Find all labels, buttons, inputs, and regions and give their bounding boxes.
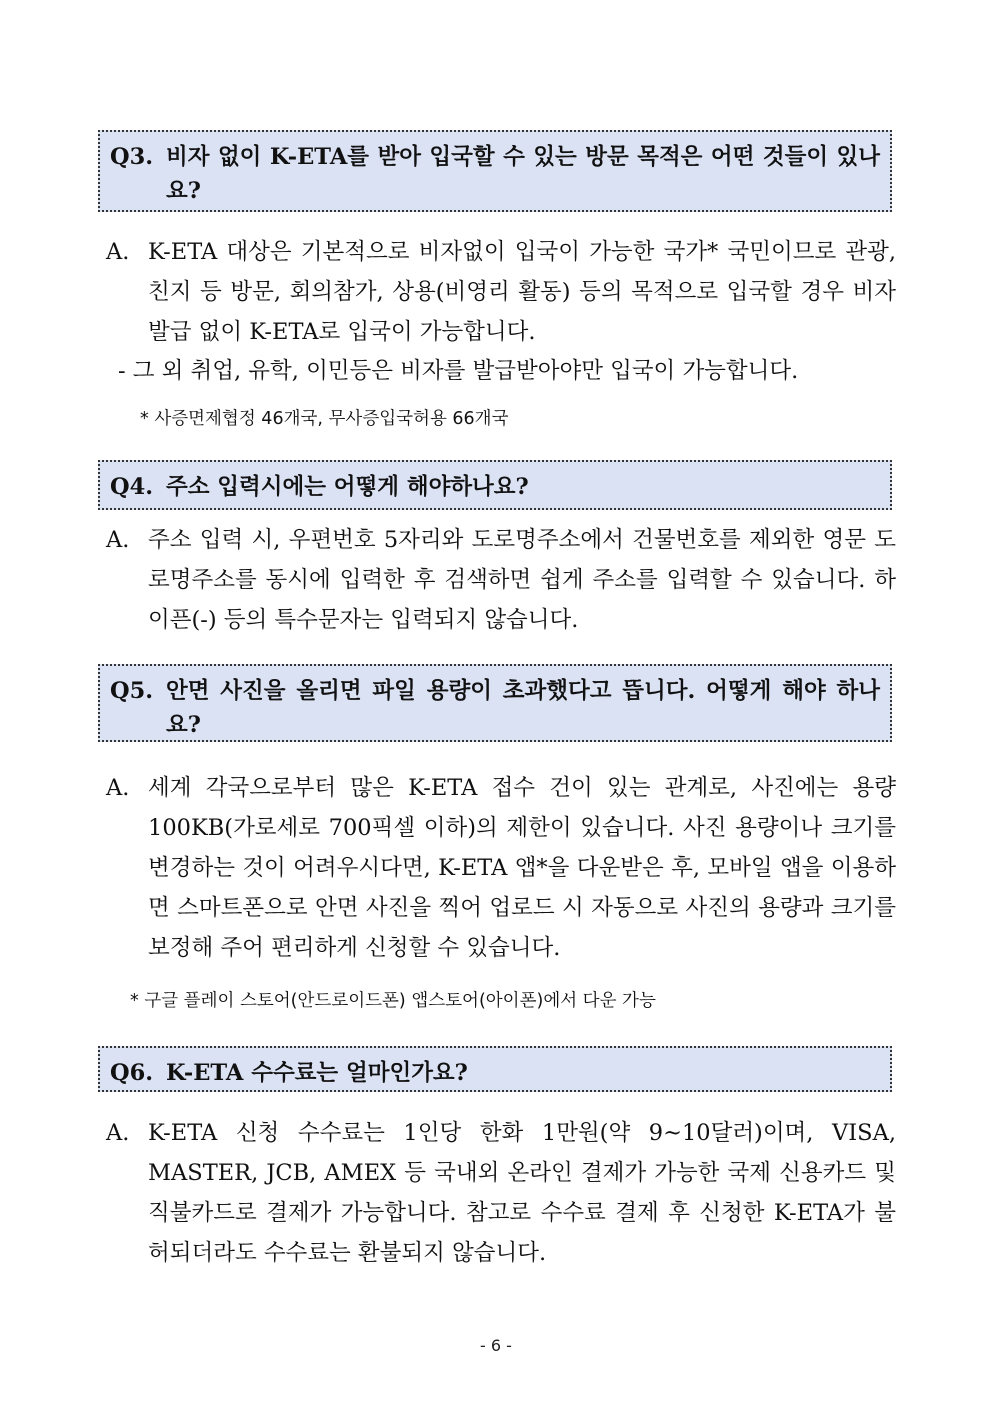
q3-star-note: * 사증면제협정 46개국, 무사증입국허용 66개국 [140,409,509,429]
q5-answer-label: A. [106,775,130,801]
q4-label: Q4. [110,474,154,500]
q3-question: 비자 없이 K-ETA를 받아 입국할 수 있는 방문 목적은 어떤 것들이 있나요? [166,144,880,204]
q6-answer-label: A. [106,1120,130,1146]
q5-answer [106,768,896,968]
q3-answer [106,232,896,352]
q5-label: Q5. [110,678,154,704]
q3-answer-label: A. [106,239,130,265]
q5-question-box [98,664,892,742]
q4-answer-text: 주소 입력 시, 우편번호 5자리와 도로명주소에서 건물번호를 제외한 영문 도로명주소를 동시에 입력한 후 검색하면 쉽게 주소를 입력할 수 있습니다. 하이픈(-) 등의 특수문자는 입력되지 않습니다. [148,527,896,633]
q3-answer-text: K-ETA 대상은 기본적으로 비자없이 입국이 가능한 국가* 국민이므로 관광, 친지 등 방문, 회의참가, 상용(비영리 활동) 등의 목적으로 입국할 경우 비자 발급 없이 K-ETA로 입국이 가능합니다. [148,239,896,345]
q6-answer-text: K-ETA 신청 수수료는 1인당 한화 1만원(약 9~10달러)이며, VISA, MASTER, JCB, AMEX 등 국내외 온라인 결제가 가능한 국제 신용카드 및 직불카드로 결제가 가능합니다. 참고로 수수료 결제 후 신청한 K-ETA가 불허되더라도 수수료는 환불되지 않습니다. [148,1120,896,1266]
q5-star-note: * 구글 플레이 스토어(안드로이드폰) 앱스토어(아이폰)에서 다운 가능 [130,991,656,1011]
q6-question: K-ETA 수수료는 얼마인가요? [166,1060,468,1086]
q4-answer-label: A. [106,527,130,553]
q3-question-box [98,130,892,212]
q6-label: Q6. [110,1060,154,1086]
page-number: - 6 - [480,1336,512,1355]
q6-answer [106,1113,896,1273]
q4-question: 주소 입력시에는 어떻게 해야하나요? [166,474,529,500]
q5-answer-text: 세계 각국으로부터 많은 K-ETA 접수 건이 있는 관계로, 사진에는 용량 100KB(가로세로 700픽셀 이하)의 제한이 있습니다. 사진 용량이나 크기를 변경하는 것이 어려우시다면, K-ETA 앱*을 다운받은 후, 모바일 앱을 이용하면 스마트폰으로 안면 사진을 찍어 업로드 시 자동으로 사진의 용량과 크기를 보정해 주어 편리하게 신청할 수 있습니다. [148,775,896,961]
q5-question: 안면 사진을 올리면 파일 용량이 초과했다고 뜹니다. 어떻게 해야 하나요? [166,678,880,738]
q3-dash-note: - 그 외 취업, 유학, 이민등은 비자를 발급받아야만 입국이 가능합니다. [118,358,799,384]
q4-answer [106,520,896,640]
q4-question-box [98,460,892,510]
q6-question-box [98,1046,892,1092]
q3-label: Q3. [110,144,154,170]
